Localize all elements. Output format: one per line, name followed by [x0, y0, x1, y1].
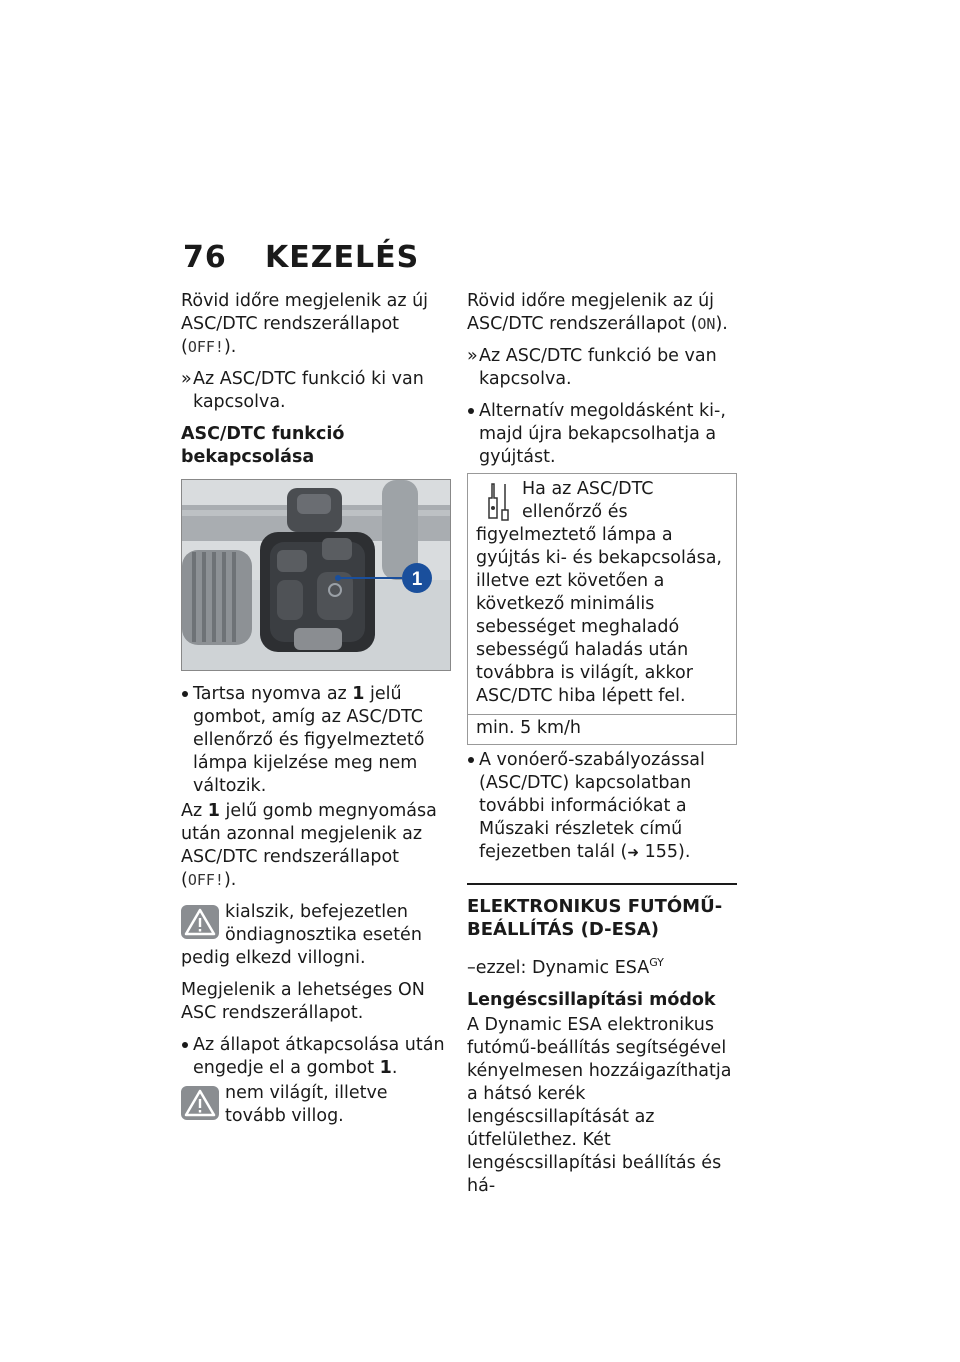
status-code-off: OFF!: [187, 338, 224, 356]
wrench-tool-icon: [486, 480, 516, 524]
page-number: 76: [183, 240, 227, 275]
handlebar-switch-photo: [181, 479, 451, 671]
status-paragraph: Rövid időre megjelenik az új ASC/DTC rendszerállapot (ON).: [467, 291, 728, 334]
warning-note: kialszik, befejezetlen öndiagnosztika esetén pedig elkezd villogni.: [181, 902, 422, 968]
section-heading: ASC/DTC funkció bekapcsolása: [181, 424, 345, 467]
page-header: [183, 240, 419, 275]
status-code-off: OFF!: [187, 871, 224, 889]
page-reference-arrow-icon: ➜: [627, 845, 640, 861]
handlebar-illustration: [182, 480, 450, 670]
status-code-on: ON: [697, 315, 716, 333]
list-item: A vonóerő-szabályozással (ASC/DTC) kapcsolatban további információkat a Műszaki részletek című fejezetben talál (➜ 155).: [467, 749, 737, 865]
callout-number: 1: [411, 569, 423, 590]
list-item: Az állapot átkapcsolása után engedje el a gombot 1.: [181, 1034, 449, 1080]
list-item: Alternatív megoldásként ki-, majd újra bekapcsolhatja a gyújtást.: [467, 400, 737, 469]
result-asc-on: » Az ASC/DTC funkció be van kapcsolva.: [467, 345, 737, 391]
result-paragraph: Az 1 jelű gomb megnyomása után azonnal megjelenik az ASC/DTC rendszerállapot (OFF!).: [181, 801, 437, 890]
left-column: [181, 290, 449, 1137]
paragraph: Megjelenik a lehetséges ON ASC rendszerállapot.: [181, 980, 425, 1023]
subheading: Lengéscsillapítási módok: [467, 989, 716, 1010]
warning-lamp-icon: [181, 1086, 219, 1120]
chapter-heading: ELEKTRONIKUS FUTÓMŰ-BEÁLLÍTÁS (D-ESA): [467, 883, 737, 941]
paragraph: A Dynamic ESA elektronikus futómű-beállítás segítségével kényelmesen hozzáigazíthatja a hátsó kerék lengéscsillapítását az útfelülethez. Két lengéscsillapítási beállítás és há-: [467, 1014, 732, 1196]
equipment-note: –ezzel: Dynamic $ESA^{GY}$: [467, 956, 664, 978]
page-reference[interactable]: 155: [644, 842, 679, 862]
status-paragraph: Rövid időre megjelenik az új ASC/DTC rendszerállapot (OFF!).: [181, 291, 429, 357]
result-asc-off: » Az ASC/DTC funkció ki van kapcsolva.: [181, 368, 449, 414]
list-item: Tartsa nyomva az 1 jelű gombot, amíg az ASC/DTC ellenőrző és figyelmeztető lámpa kijelzése meg nem változik.: [181, 683, 449, 798]
section-title: KEZELÉS: [265, 240, 420, 275]
right-column: [467, 290, 737, 1207]
warning-lamp-icon: [181, 905, 219, 939]
warning-note: nem világít, illetve tovább villog.: [181, 1082, 449, 1128]
min-speed: min. 5 km/h: [468, 714, 736, 744]
info-box: Ha az ASC/DTC ellenőrző és figyelmeztető lámpa a gyújtás ki- és bekapcsolása, illetve ezt követően a következő minimális sebességet meghaladó sebességű haladás után továbbra is világít, akkor ASC/DTC hiba lépett fel. min. 5 km/h: [467, 473, 737, 745]
